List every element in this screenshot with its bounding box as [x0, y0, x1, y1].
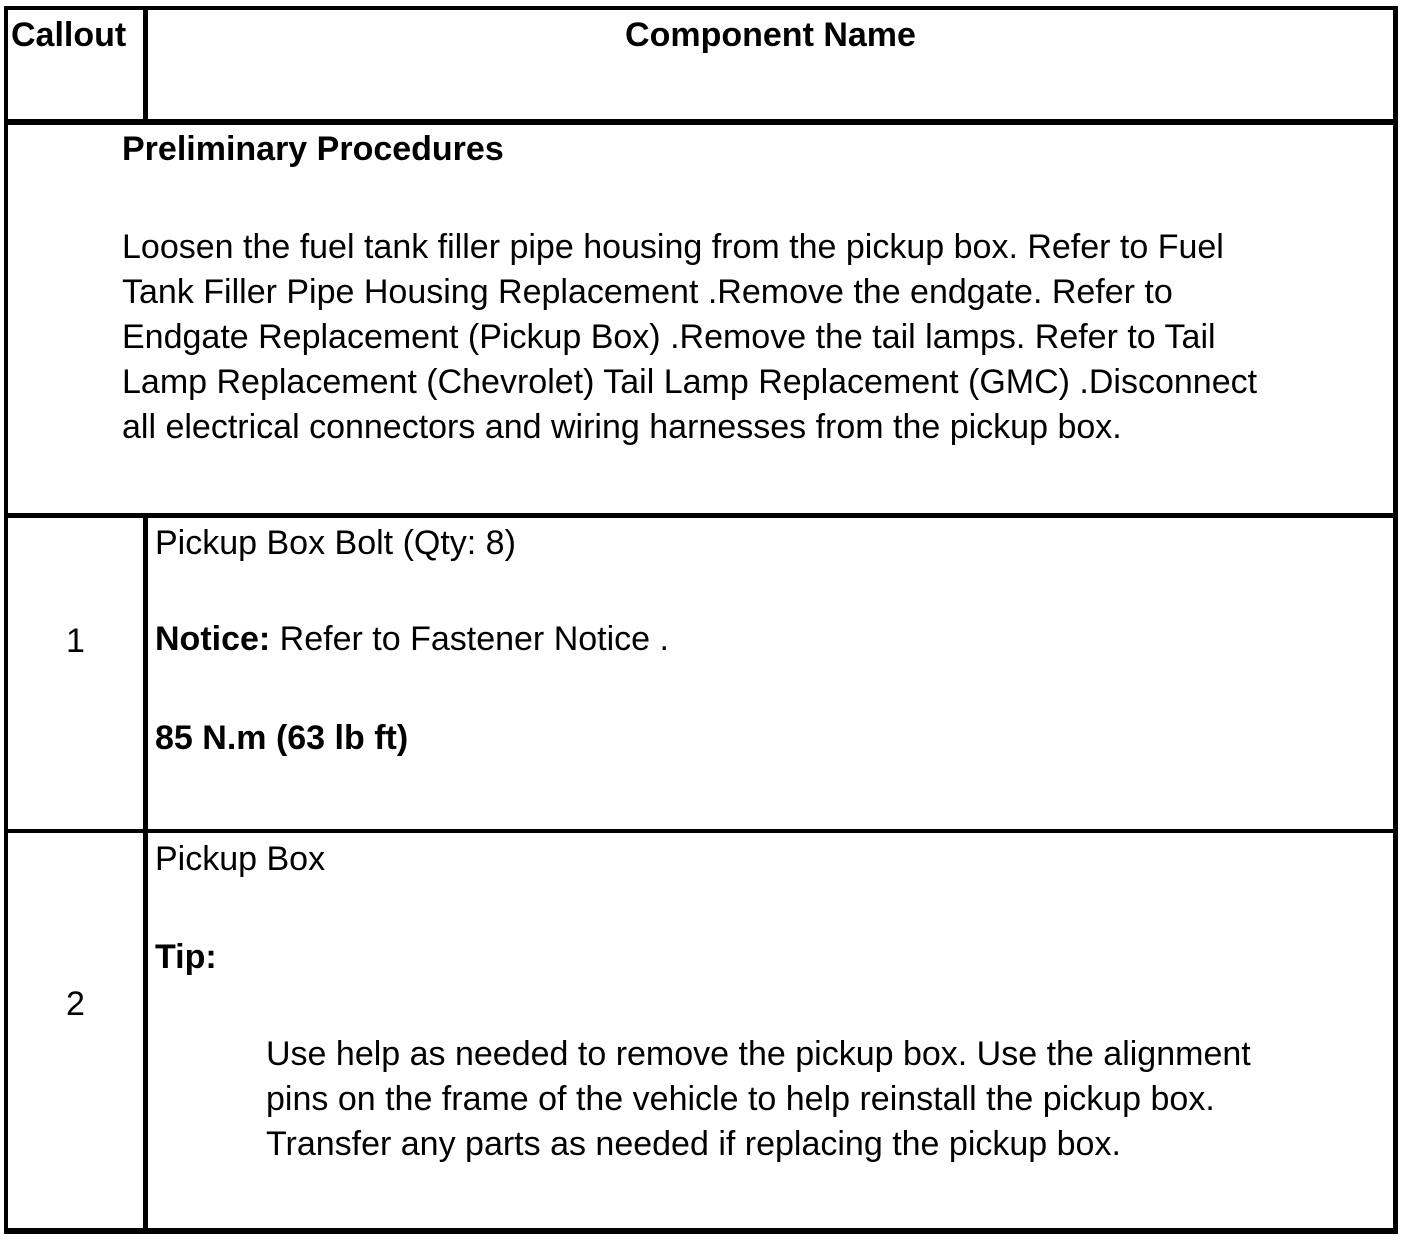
preliminary-line: all electrical connectors and wiring harnesses from the pickup box. [122, 408, 1122, 446]
preliminary-line: Endgate Replacement (Pickup Box) .Remove the tail lamps. Refer to Tail [122, 318, 1216, 356]
component-name-header: Component Name [625, 16, 916, 54]
component-name: Pickup Box [155, 840, 326, 878]
table-border-right [1393, 6, 1398, 1234]
notice-body: Refer to Fastener Notice . [270, 620, 669, 658]
table-border-top [4, 6, 1398, 10]
tip-line: pins on the frame of the vehicle to help reinstall the pickup box. [266, 1080, 1215, 1118]
column-divider-rows [143, 515, 148, 1232]
torque-spec: 85 N.m (63 lb ft) [155, 719, 409, 757]
header-divider [4, 119, 1398, 125]
preliminary-line: Loosen the fuel tank filler pipe housing from the pickup box. Refer to Fuel [122, 228, 1224, 266]
table-border-bottom [4, 1228, 1398, 1234]
callout-number: 2 [66, 985, 85, 1023]
component-name: Pickup Box Bolt (Qty: 8) [155, 524, 516, 562]
preliminary-title: Preliminary Procedures [122, 130, 504, 168]
tip-line: Transfer any parts as needed if replacing the pickup box. [266, 1125, 1121, 1163]
preliminary-line: Tank Filler Pipe Housing Replacement .Remove the endgate. Refer to [122, 273, 1173, 311]
callout-number: 1 [66, 622, 85, 660]
callout-header: Callout [11, 16, 127, 54]
row-divider-2 [4, 829, 1398, 833]
notice-text [155, 617, 669, 662]
notice-label: Notice: [155, 620, 271, 658]
tip-line: Use help as needed to remove the pickup box. Use the alignment [266, 1035, 1251, 1073]
tip-label: Tip: [155, 938, 217, 976]
preliminary-line: Lamp Replacement (Chevrolet) Tail Lamp Replacement (GMC) .Disconnect [122, 363, 1258, 401]
row-divider-1 [4, 513, 1398, 518]
